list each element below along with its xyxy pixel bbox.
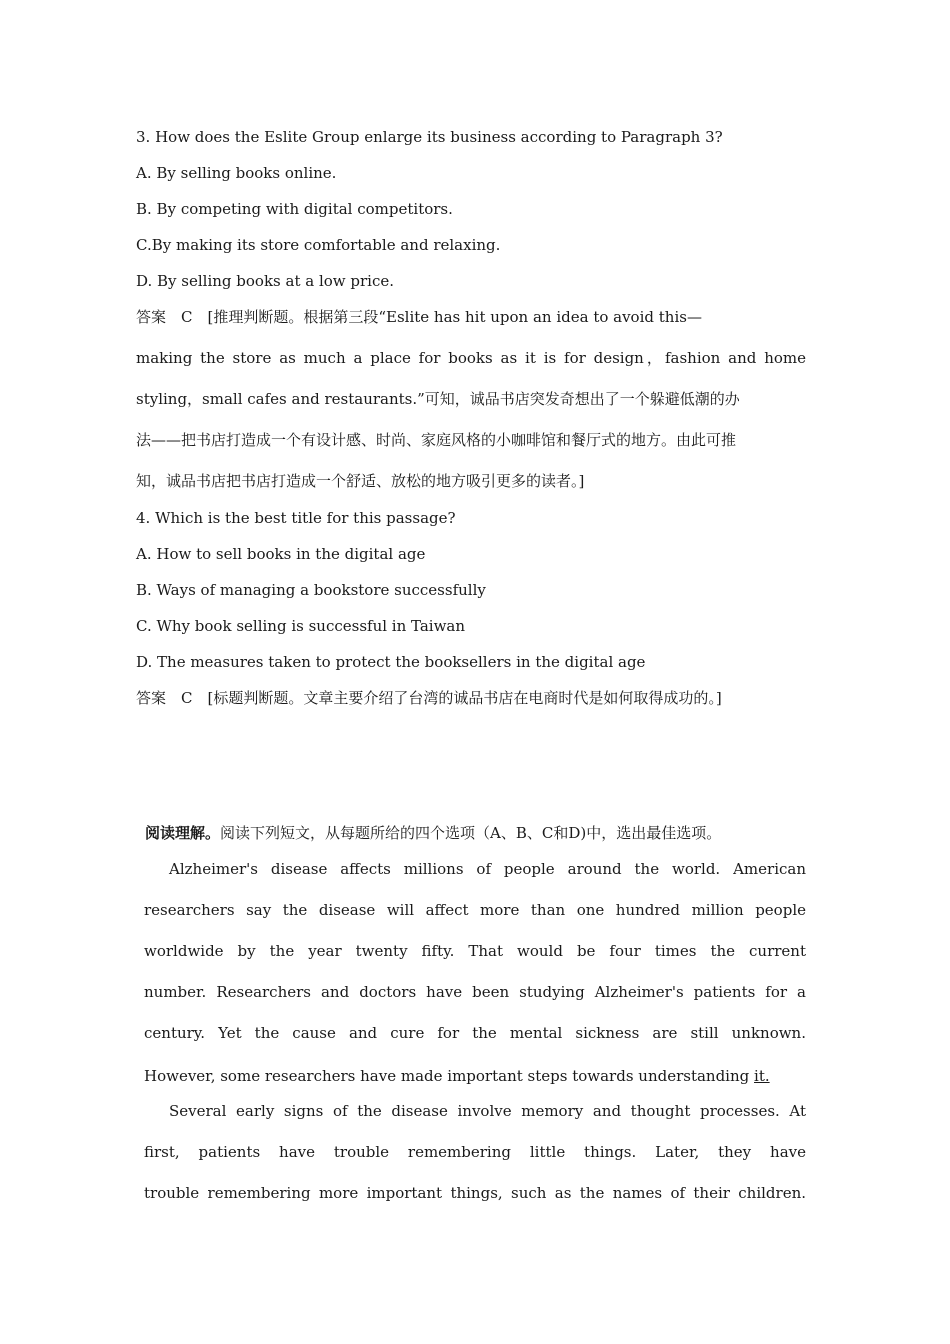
q3-answer-line-4: 法——把书店打造成一个有设计感、时尚、家庭风格的小咖啡馆和餐厅式的地方。由此可推 [136, 431, 737, 449]
paragraph-1-line-6-text: However, some researchers have made important steps towards understanding [144, 1067, 755, 1085]
paragraph-2-line-1: Several early signs of the disease involve memory and thought processes. At [169, 1102, 806, 1120]
q3-option-d: D. By selling books at a low price. [136, 272, 395, 290]
paragraph-1-line-4: number. Researchers and doctors have been studying Alzheimer's patients for a [144, 983, 806, 1001]
question-3: 3. How does the Eslite Group enlarge its business according to Paragraph 3? [136, 128, 723, 146]
q3-answer-line-2: making the store as much a place for books as it is for design，fashion and home [136, 349, 806, 367]
q4-option-c: C. Why book selling is successful in Taiwan [136, 617, 466, 635]
paragraph-1-line-2: researchers say the disease will affect more than one hundred million people [144, 901, 806, 919]
q4-option-b: B. Ways of managing a bookstore successfully [136, 581, 486, 599]
reading-heading-instruction: 阅读下列短文，从每题所给的四个选项（A、B、C和D)中，选出最佳选项。 [220, 824, 722, 842]
q3-option-c: C.By making its store comfortable and relaxing. [136, 236, 501, 254]
paragraph-2-line-3: trouble remembering more important things, such as the names of their children. [144, 1184, 806, 1202]
q3-answer-line-3: styling，small cafes and restaurants.”可知，诚品书店突发奇想出了一个躲避低潮的办 [136, 390, 740, 408]
paragraph-1-line-5: century. Yet the cause and cure for the mental sickness are still unknown. [144, 1024, 806, 1042]
paragraph-1-line-6 [144, 1066, 770, 1086]
q3-answer-line-5: 知，诚品书店把书店打造成一个舒适、放松的地方吸引更多的读者。] [136, 472, 585, 490]
reading-heading-label: 阅读理解。 [145, 824, 221, 842]
question-4: 4. Which is the best title for this passage? [136, 509, 456, 527]
underlined-word: it. [754, 1067, 770, 1085]
q3-option-a: A. By selling books online. [136, 164, 337, 182]
q4-option-a: A. How to sell books in the digital age [136, 545, 426, 563]
reading-heading [145, 823, 721, 843]
q4-option-d: D. The measures taken to protect the booksellers in the digital age [136, 653, 646, 671]
q4-answer: 答案 C [标题判断题。文章主要介绍了台湾的诚品书店在电商时代是如何取得成功的。] [136, 689, 722, 707]
paragraph-2-line-2: first, patients have trouble remembering little things. Later, they have [144, 1143, 806, 1161]
paragraph-1-line-3: worldwide by the year twenty fifty. That would be four times the current [144, 942, 806, 960]
paragraph-1-line-1: Alzheimer's disease affects millions of people around the world. American [169, 860, 806, 878]
q3-answer-line-1: 答案 C [推理判断题。根据第三段“Eslite has hit upon an idea to avoid this— [136, 308, 702, 326]
q3-option-b: B. By competing with digital competitors. [136, 200, 453, 218]
